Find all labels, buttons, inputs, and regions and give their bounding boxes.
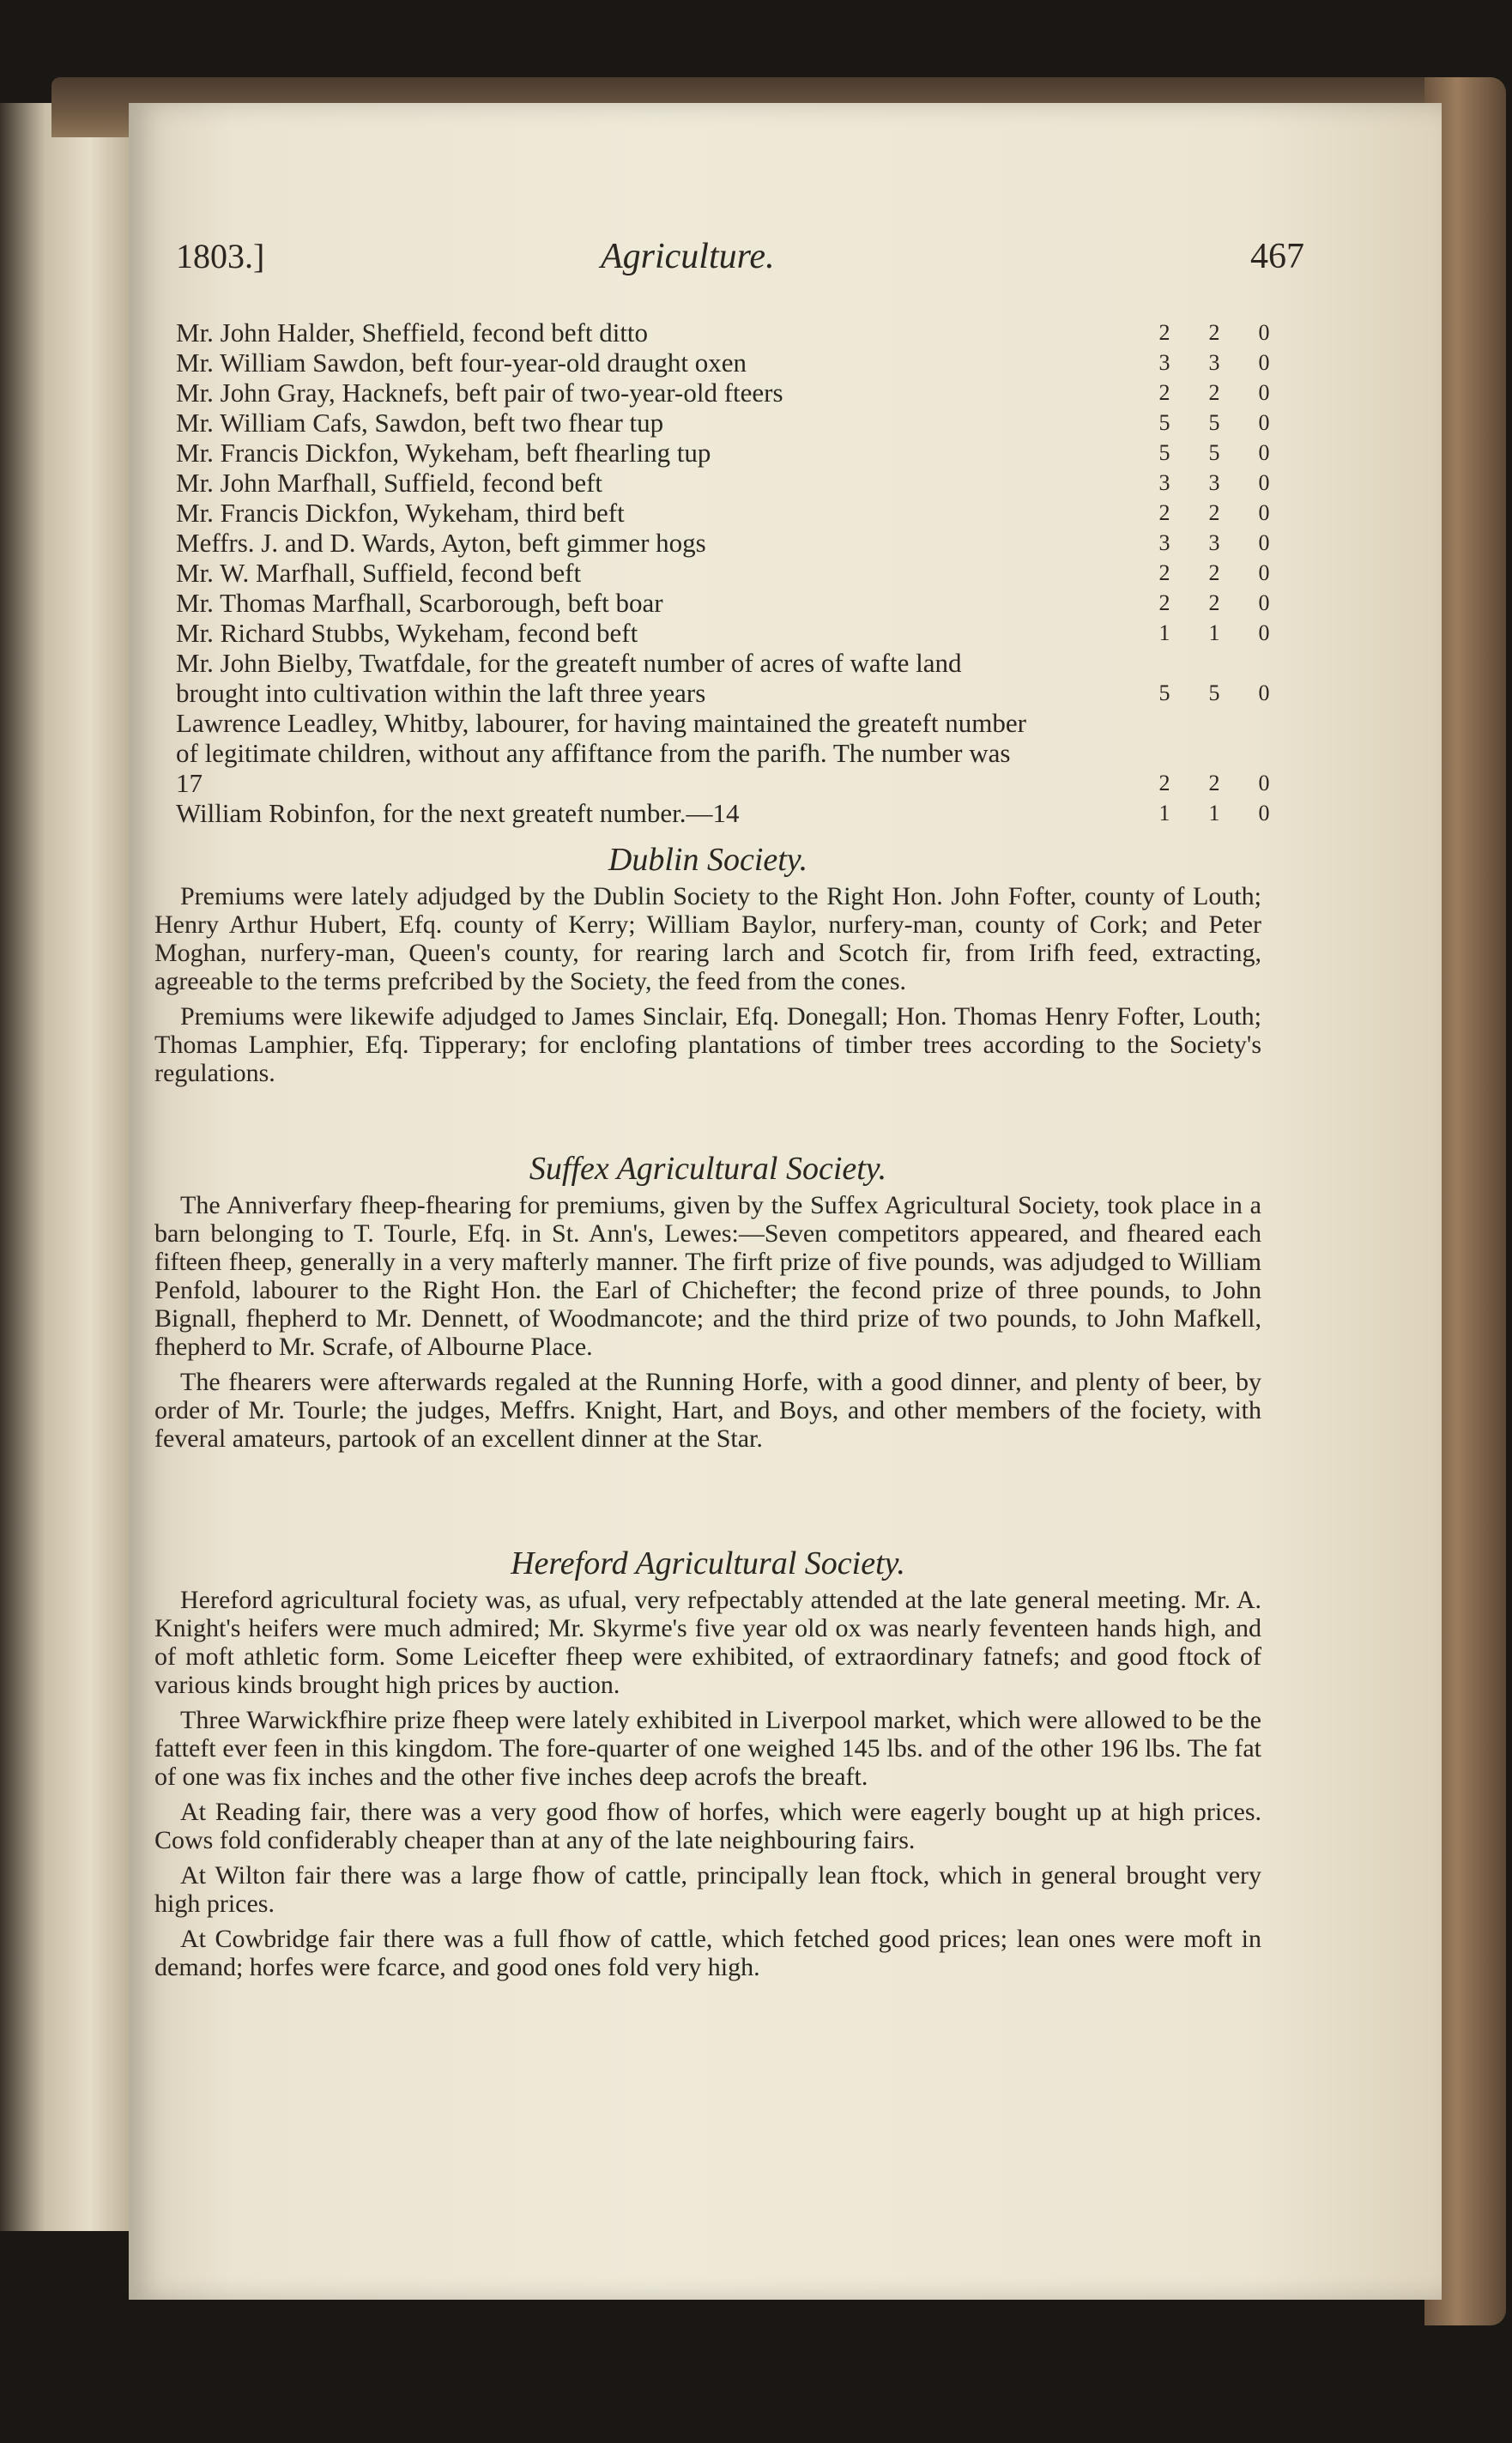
section-heading: Hereford Agricultural Society. [511, 1545, 905, 1581]
prize-amount [1146, 438, 1283, 468]
pence: 0 [1258, 801, 1270, 825]
prize-text: Meffrs. J. and D. Wards, Ayton, beft gimmer hogs [176, 528, 706, 558]
pounds: 1 [1158, 801, 1170, 825]
pence: 0 [1258, 350, 1270, 375]
prize-text: Mr. Richard Stubbs, Wykeham, fecond beft [176, 618, 638, 648]
shillings: 5 [1208, 410, 1220, 435]
shillings: 2 [1208, 320, 1220, 345]
section-heading: Dublin Society. [608, 842, 808, 878]
prize-text: Mr. Francis Dickfon, Wykeham, third beft [176, 498, 625, 528]
shillings: 3 [1208, 350, 1220, 375]
prize-row [176, 528, 1283, 558]
pounds: 5 [1158, 680, 1170, 705]
prize-text: Mr. John Bielby, Twatfdale, for the greateft number of acres of wafte land brought into cultivation within the laft three years [176, 648, 962, 708]
shillings: 1 [1208, 620, 1220, 645]
sussex-society-section [154, 1150, 1261, 1460]
paragraph: Hereford agricultural fociety was, as ufual, very refpectably attended at the late general meeting. Mr. A. Knight's heifers were much admired; Mr. Skyrme's five year old ox was nearly feventeen hands high, and of moft athletic form. Some Leicefter fheep were exhibited, of extraordinary fatnefs; and good ftock of various kinds brought high prices by auction. [154, 1586, 1261, 1699]
pounds: 5 [1158, 440, 1170, 465]
prize-text: Mr. William Sawdon, beft four-year-old draught oxen [176, 348, 747, 378]
prize-row [176, 498, 1283, 528]
prize-row [176, 798, 1283, 828]
prize-text: Lawrence Leadley, Whitby, labourer, for having maintained the greateft number of legitimate children, without any affiftance from the parifh. The number was 17 [176, 708, 1026, 798]
pounds: 2 [1158, 590, 1170, 615]
pence: 0 [1258, 500, 1270, 525]
prize-amount [1146, 528, 1283, 558]
prize-amount [1146, 378, 1283, 408]
pounds: 3 [1158, 470, 1170, 495]
prize-amount [1146, 468, 1283, 498]
prize-text: Mr. William Cafs, Sawdon, beft two fhear tup [176, 408, 664, 438]
page-number: 467 [1250, 237, 1304, 276]
pounds: 1 [1158, 620, 1170, 645]
prize-row [176, 468, 1283, 498]
prize-amount [1146, 317, 1283, 348]
prize-amount [1146, 498, 1283, 528]
book-page [129, 103, 1442, 2300]
prize-row [176, 378, 1283, 408]
shillings: 5 [1208, 440, 1220, 465]
shillings: 2 [1208, 560, 1220, 585]
header-year: 1803.] [176, 237, 265, 275]
pence: 0 [1258, 590, 1270, 615]
pence: 0 [1258, 410, 1270, 435]
pence: 0 [1258, 620, 1270, 645]
prize-amount [1146, 588, 1283, 618]
paragraph: Three Warwickfhire prize fheep were lately exhibited in Liverpool market, which were allowed to be the fatteft ever feen in this kingdom. The fore-quarter of one weighed 145 lbs. and of the other 196 lbs. The fat of one was fix inches and the other five inches deep acrofs the breaft. [154, 1706, 1261, 1791]
prize-row [176, 648, 1283, 708]
paragraph: Premiums were lately adjudged by the Dublin Society to the Right Hon. John Fofter, county of Louth; Henry Arthur Hubert, Efq. county of Kerry; William Baylor, nurfery-man, county of Cork; and Peter Moghan, nurfery-man, Queen's county, for rearing larch and Scotch fir, from Irifh feed, extracting, agreeable to the terms prefcribed by the Society, the feed from the cones. [154, 882, 1261, 995]
pounds: 5 [1158, 410, 1170, 435]
header-title: Agriculture. [601, 237, 775, 276]
prize-text: Mr. W. Marfhall, Suffield, fecond beft [176, 558, 582, 588]
pence: 0 [1258, 560, 1270, 585]
shillings: 2 [1208, 380, 1220, 405]
prize-amount [1146, 558, 1283, 588]
pounds: 3 [1158, 530, 1170, 555]
prize-amount [1146, 678, 1283, 708]
prize-text: Mr. Francis Dickfon, Wykeham, beft fhearling tup [176, 438, 711, 468]
shillings: 2 [1208, 500, 1220, 525]
pounds: 2 [1158, 560, 1170, 585]
prize-text: Mr. John Halder, Sheffield, fecond beft ditto [176, 317, 649, 348]
prize-amount [1146, 798, 1283, 828]
prize-row [176, 588, 1283, 618]
pence: 0 [1258, 771, 1270, 795]
shillings: 3 [1208, 470, 1220, 495]
section-heading: Suffex Agricultural Society. [529, 1151, 887, 1187]
prize-text: Mr. Thomas Marfhall, Scarborough, beft boar [176, 588, 663, 618]
shillings: 2 [1208, 590, 1220, 615]
prize-amount [1146, 408, 1283, 438]
paragraph: At Reading fair, there was a very good fhow of horfes, which were eagerly bought up at high prices. Cows fold confiderably cheaper than at any of the late neighbouring fairs. [154, 1798, 1261, 1854]
paragraph: Premiums were likewife adjudged to James Sinclair, Efq. Donegall; Hon. Thomas Henry Fofter, Louth; Thomas Lamphier, Efq. Tipperary; for enclofing plantations of timber trees according to the Society's regulations. [154, 1002, 1261, 1087]
pounds: 3 [1158, 350, 1170, 375]
prize-row [176, 348, 1283, 378]
dublin-society-section [154, 841, 1261, 1094]
prize-amount [1146, 768, 1283, 798]
hereford-society-section [154, 1545, 1261, 1988]
prize-amount [1146, 348, 1283, 378]
prize-row [176, 708, 1283, 798]
prize-row [176, 618, 1283, 648]
pence: 0 [1258, 380, 1270, 405]
pence: 0 [1258, 470, 1270, 495]
pounds: 2 [1158, 320, 1170, 345]
running-header [176, 236, 1304, 296]
pounds: 2 [1158, 500, 1170, 525]
pence: 0 [1258, 440, 1270, 465]
shillings: 3 [1208, 530, 1220, 555]
shillings: 1 [1208, 801, 1220, 825]
prize-row [176, 317, 1283, 348]
prize-text: Mr. John Gray, Hacknefs, beft pair of two-year-old fteers [176, 378, 783, 408]
pounds: 2 [1158, 380, 1170, 405]
pence: 0 [1258, 320, 1270, 345]
facing-page-edge [0, 103, 129, 2231]
prize-row [176, 558, 1283, 588]
pence: 0 [1258, 680, 1270, 705]
prize-amount [1146, 618, 1283, 648]
paragraph: The fhearers were afterwards regaled at the Running Horfe, with a good dinner, and plenty of beer, by order of Mr. Tourle; the judges, Meffrs. Knight, Hart, and Boys, and other members of the fociety, with feveral amateurs, partook of an excellent dinner at the Star. [154, 1368, 1261, 1453]
shillings: 5 [1208, 680, 1220, 705]
paragraph: At Cowbridge fair there was a full fhow of cattle, which fetched good prices; lean ones were moft in demand; horfes were fcarce, and good ones fold very high. [154, 1925, 1261, 1981]
prize-text: Mr. John Marfhall, Suffield, fecond beft [176, 468, 603, 498]
prize-row [176, 408, 1283, 438]
prize-row [176, 438, 1283, 468]
prize-text: William Robinfon, for the next greateft number.—14 [176, 798, 740, 828]
paragraph: At Wilton fair there was a large fhow of cattle, principally lean ftock, which in general brought very high prices. [154, 1861, 1261, 1918]
shillings: 2 [1208, 771, 1220, 795]
paragraph: The Anniverfary fheep-fhearing for premiums, given by the Suffex Agricultural Society, took place in a barn belonging to T. Tourle, Efq. in St. Ann's, Lewes:—Seven competitors appeared, and fheared each fifteen fheep, generally in a very mafterly manner. The firft prize of five pounds, was adjudged to William Penfold, labourer to the Right Hon. the Earl of Chichefter; the fecond prize of three pounds, to John Bignall, fhepherd to Mr. Dennett, of Woodmancote; and the third prize of two pounds, to John Mafkell, fhepherd to Mr. Scrafe, of Albourne Place. [154, 1191, 1261, 1361]
pence: 0 [1258, 530, 1270, 555]
prize-list [176, 317, 1283, 828]
pounds: 2 [1158, 771, 1170, 795]
